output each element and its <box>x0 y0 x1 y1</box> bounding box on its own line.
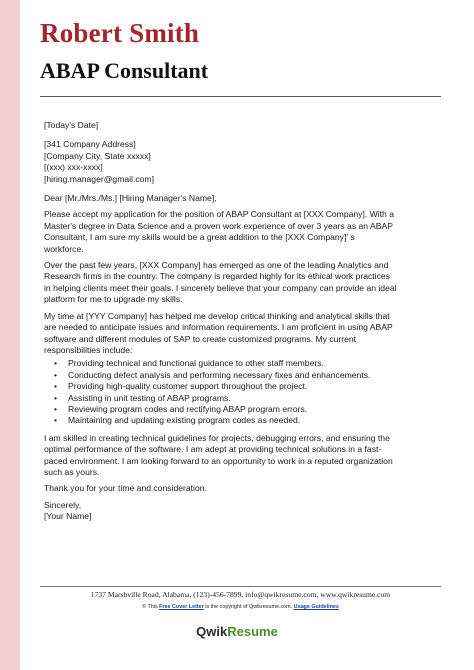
salutation-text: Dear [Mr./Mrs./Ms.] [Hiring Manager's Name], <box>44 193 217 204</box>
decorative-side-bar <box>0 0 20 670</box>
address-line: [(xxx) xxx-xxxx] <box>44 162 103 173</box>
paragraph-line: Please accept my application for the position of ABAP Consultant at [XXX Company]. With a <box>44 209 394 220</box>
copyright-line <box>40 604 441 610</box>
paragraph-line: Master's degree in Data Science and a proven work experience of over 3 years as an ABAP <box>44 220 393 231</box>
credit-middle: is the copyright of Qwikresume.com. <box>205 604 293 610</box>
paragraph-line: such as yours. <box>44 466 100 477</box>
address-line: [341 Company Address] <box>44 139 136 150</box>
list-item: • Conducting defect analysis and performing necessary fixes and enhancements. <box>68 370 444 381</box>
applicant-name: Robert Smith <box>40 18 200 48</box>
logo-part-resume: Resume <box>227 624 278 639</box>
credit-prefix: © This <box>142 604 158 610</box>
paragraph-line: are needed to anticipate issues and information requirements. I am proficient in using ABAP <box>44 322 393 333</box>
paragraph-line: responsibilities include: <box>44 344 133 355</box>
job-title: ABAP Consultant <box>40 58 209 83</box>
logo-part-qwik: Qwik <box>196 624 228 639</box>
paragraph-line: workforce. <box>44 243 84 254</box>
footer-divider <box>40 586 441 587</box>
date-block <box>44 120 444 131</box>
paragraph-experience <box>44 311 444 357</box>
paragraph-line: platform for me to upgrade my skills. <box>44 294 183 305</box>
paragraph-skills <box>44 433 444 479</box>
letter-body <box>44 120 444 523</box>
usage-guidelines-link[interactable]: Usage Guidelines <box>293 604 339 610</box>
signature-name: [Your Name] <box>44 511 92 522</box>
signature-block <box>44 500 444 523</box>
footer-contact: 1737 Marshville Road, Alabama, (123)-456-7899, info@qwikresume.com, www.qwikresume.com <box>90 590 391 599</box>
paragraph-line: Over the past few years, [XXX Company] has emerged as one of the leading Analytics and <box>44 260 389 271</box>
paragraph-line: My time at [YYY Company] has helped me develop critical thinking and analytical skills that <box>44 310 390 321</box>
list-item: • Maintaining and updating existing program codes as needed. <box>68 415 444 426</box>
header-divider <box>40 96 441 97</box>
paragraph-line: software and different modules of SAP to create customized programs. My current <box>44 333 357 344</box>
paragraph-company <box>44 260 444 306</box>
paragraph-line: paced environment. I am looking forward to an opportunity to work in a reputed organization <box>44 455 393 466</box>
list-item: • Providing technical and functional guidance to other staff members. <box>68 358 444 369</box>
closing-thanks <box>44 483 444 494</box>
signoff-text: Sincerely, <box>44 499 82 510</box>
paragraph-line: Research firms in the country. The company is regarded highly for its ethical work practices <box>44 271 390 282</box>
paragraph-intro <box>44 209 444 255</box>
paragraph-line: I am skilled in creating technical guidelines for projects, debugging errors, and ensuring the <box>44 432 390 443</box>
address-line: [hiring.manager@gmail.com] <box>44 173 154 184</box>
paragraph-line: Consultant, I am sure my skills would be a great addition to the [XXX Company]' s <box>44 232 355 243</box>
address-line: [Company City, State xxxxx] <box>44 150 151 161</box>
list-item: • Providing high-quality customer support throughout the project. <box>68 381 444 392</box>
qwikresume-logo <box>0 624 474 639</box>
responsibilities-list <box>44 358 444 426</box>
letter-date: [Today's Date] <box>44 120 99 130</box>
paragraph-line: in helping clients meet their goals. I sincerely believe that your company can provide an ideal <box>44 282 397 293</box>
recipient-address <box>44 139 444 185</box>
paragraph-line: optimal performance of the software. I am adept at providing technical solutions in a fast- <box>44 444 382 455</box>
free-cover-letter-link[interactable]: Free Cover Letter <box>159 604 204 610</box>
list-item: • Reviewing program codes and rectifying ABAP program errors. <box>68 404 444 415</box>
thanks-text: Thank you for your time and consideration. <box>44 483 207 494</box>
salutation <box>44 193 444 204</box>
list-item: • Assisting in unit testing of ABAP programs. <box>68 393 444 404</box>
